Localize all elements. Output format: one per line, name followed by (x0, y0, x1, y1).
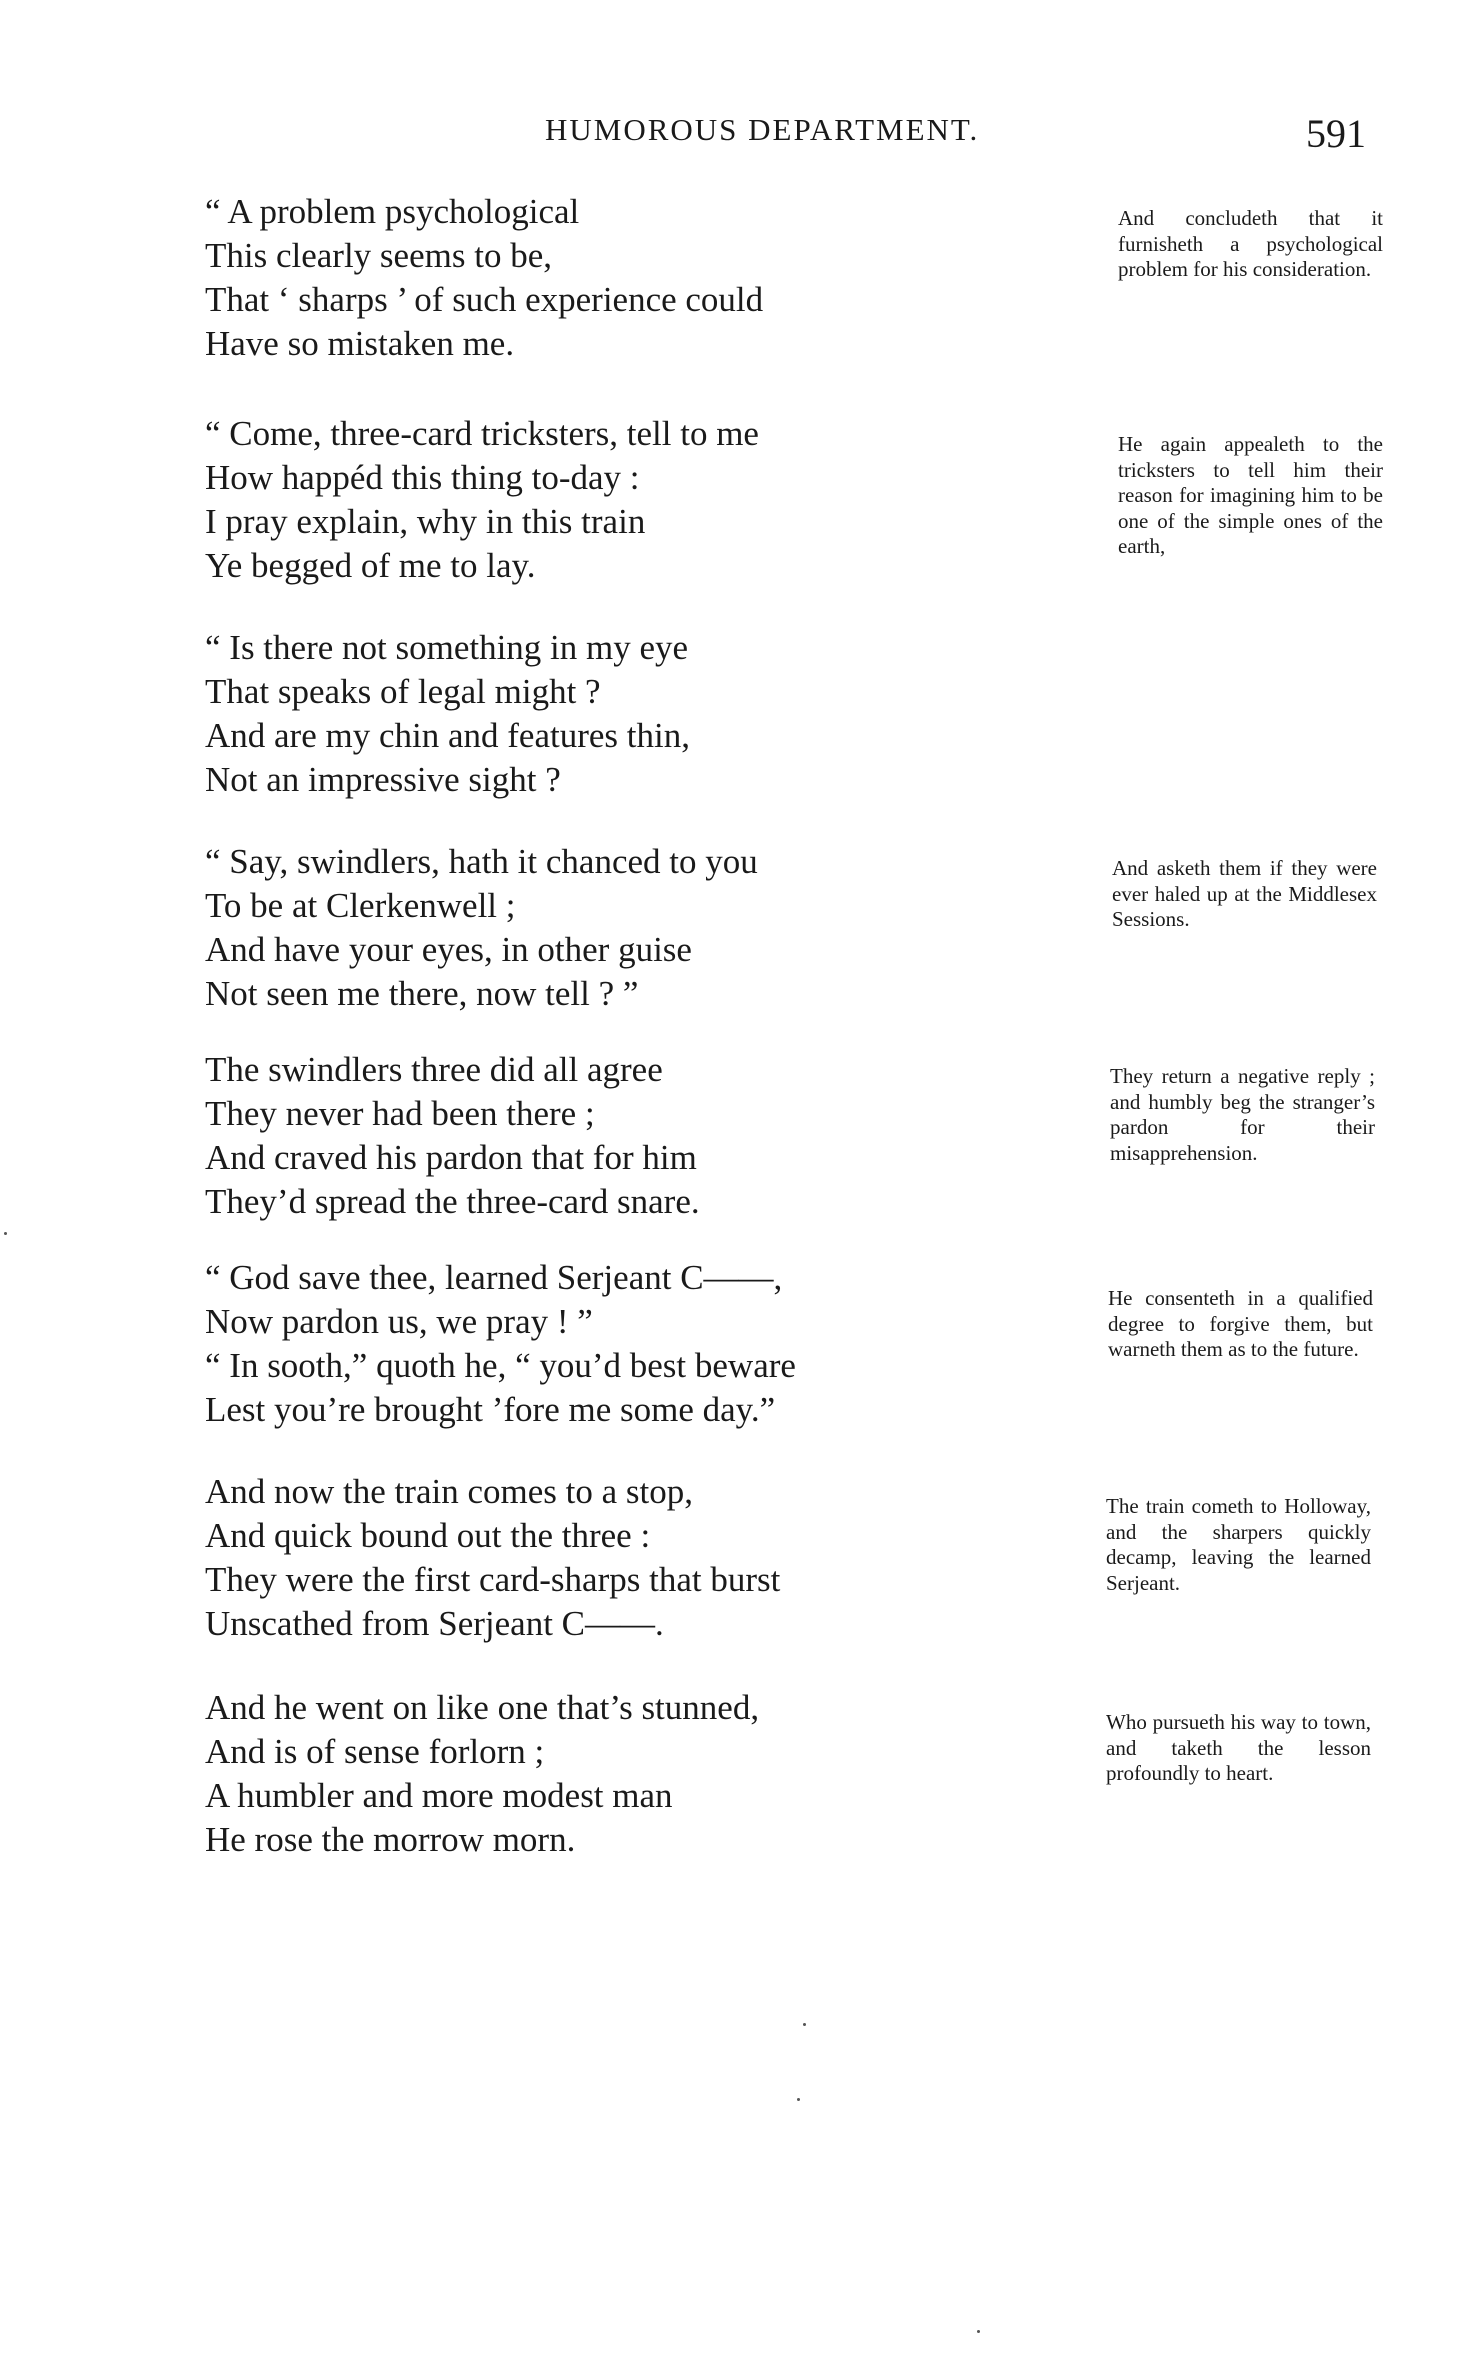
verse-line: I pray explain, why in this train (205, 502, 646, 541)
marginal-gloss: And asketh them if they were ever haled up at the Middlesex Sessions. (1112, 856, 1377, 931)
poem-stanza (205, 1048, 985, 1224)
verse-line: Unscathed from Serjeant C——. (205, 1604, 664, 1643)
verse-line: “ Say, swindlers, hath it chanced to you (205, 842, 758, 881)
scan-speck (977, 2330, 980, 2333)
marginal-gloss: Who pursueth his way to town, and taketh the lesson profoundly to heart. (1106, 1710, 1371, 1785)
verse-line: “ In sooth,” quoth he, “ you’d best beware (205, 1346, 796, 1385)
verse-line: Now pardon us, we pray ! ” (205, 1302, 593, 1341)
verse-line: Ye begged of me to lay. (205, 546, 536, 585)
verse-line: Have so mistaken me. (205, 324, 515, 363)
marginal-gloss: They return a negative reply ; and humbly beg the stranger’s pardon for their misapprehension. (1110, 1064, 1375, 1165)
verse-line: And craved his pardon that for him (205, 1138, 697, 1177)
verse-line: And now the train comes to a stop, (205, 1472, 693, 1511)
verse-line: “ Is there not something in my eye (205, 628, 689, 667)
verse-line: “ A problem psychological (205, 192, 580, 231)
verse-line: “ Come, three-card tricksters, tell to me (205, 414, 759, 453)
verse-line: A humbler and more modest man (205, 1776, 673, 1815)
poem-stanza (205, 190, 985, 366)
verse-line: That speaks of legal might ? (205, 672, 601, 711)
scan-speck (803, 2023, 806, 2026)
verse-line: Not seen me there, now tell ? ” (205, 974, 639, 1013)
verse-line: He rose the morrow morn. (205, 1820, 576, 1859)
verse-line: And is of sense forlorn ; (205, 1732, 545, 1771)
marginal-gloss: He consenteth in a qualified degree to forgive them, but warneth them as to the future. (1108, 1286, 1373, 1361)
verse-line: They’d spread the three-card snare. (205, 1182, 700, 1221)
verse-line: How happéd this thing to-day : (205, 458, 640, 497)
scan-speck (4, 1232, 7, 1235)
scan-speck (797, 2098, 800, 2101)
page-number: 591 (1306, 111, 1366, 156)
verse-line: Not an impressive sight ? (205, 760, 561, 799)
marginal-gloss: The train cometh to Holloway, and the sharpers quickly decamp, leaving the learned Serjeant. (1106, 1494, 1371, 1595)
verse-line: The swindlers three did all agree (205, 1050, 663, 1089)
verse-line: Lest you’re brought ’fore me some day.” (205, 1390, 776, 1429)
verse-line: They were the first card-sharps that burst (205, 1560, 781, 1599)
verse-line: They never had been there ; (205, 1094, 595, 1133)
running-head: HUMOROUS DEPARTMENT. (545, 112, 980, 147)
verse-line: To be at Clerkenwell ; (205, 886, 516, 925)
verse-line: And he went on like one that’s stunned, (205, 1688, 760, 1727)
poem-stanza (205, 1470, 985, 1646)
marginal-gloss: And concludeth that it furnisheth a psychological problem for his consideration. (1118, 206, 1383, 281)
verse-line: And quick bound out the three : (205, 1516, 651, 1555)
poem-stanza (205, 1686, 985, 1862)
verse-line: This clearly seems to be, (205, 236, 552, 275)
poem-stanza (205, 840, 985, 1016)
poem-stanza (205, 1256, 985, 1432)
verse-line: “ God save thee, learned Serjeant C——, (205, 1258, 783, 1297)
verse-line: That ‘ sharps ’ of such experience could (205, 280, 764, 319)
poem-stanza (205, 412, 985, 588)
verse-line: And are my chin and features thin, (205, 716, 690, 755)
verse-line: And have your eyes, in other guise (205, 930, 692, 969)
marginal-gloss: He again appealeth to the tricksters to tell him their reason for imagining him to be one of the simple ones of the earth, (1118, 432, 1383, 558)
poem-stanza (205, 626, 985, 802)
